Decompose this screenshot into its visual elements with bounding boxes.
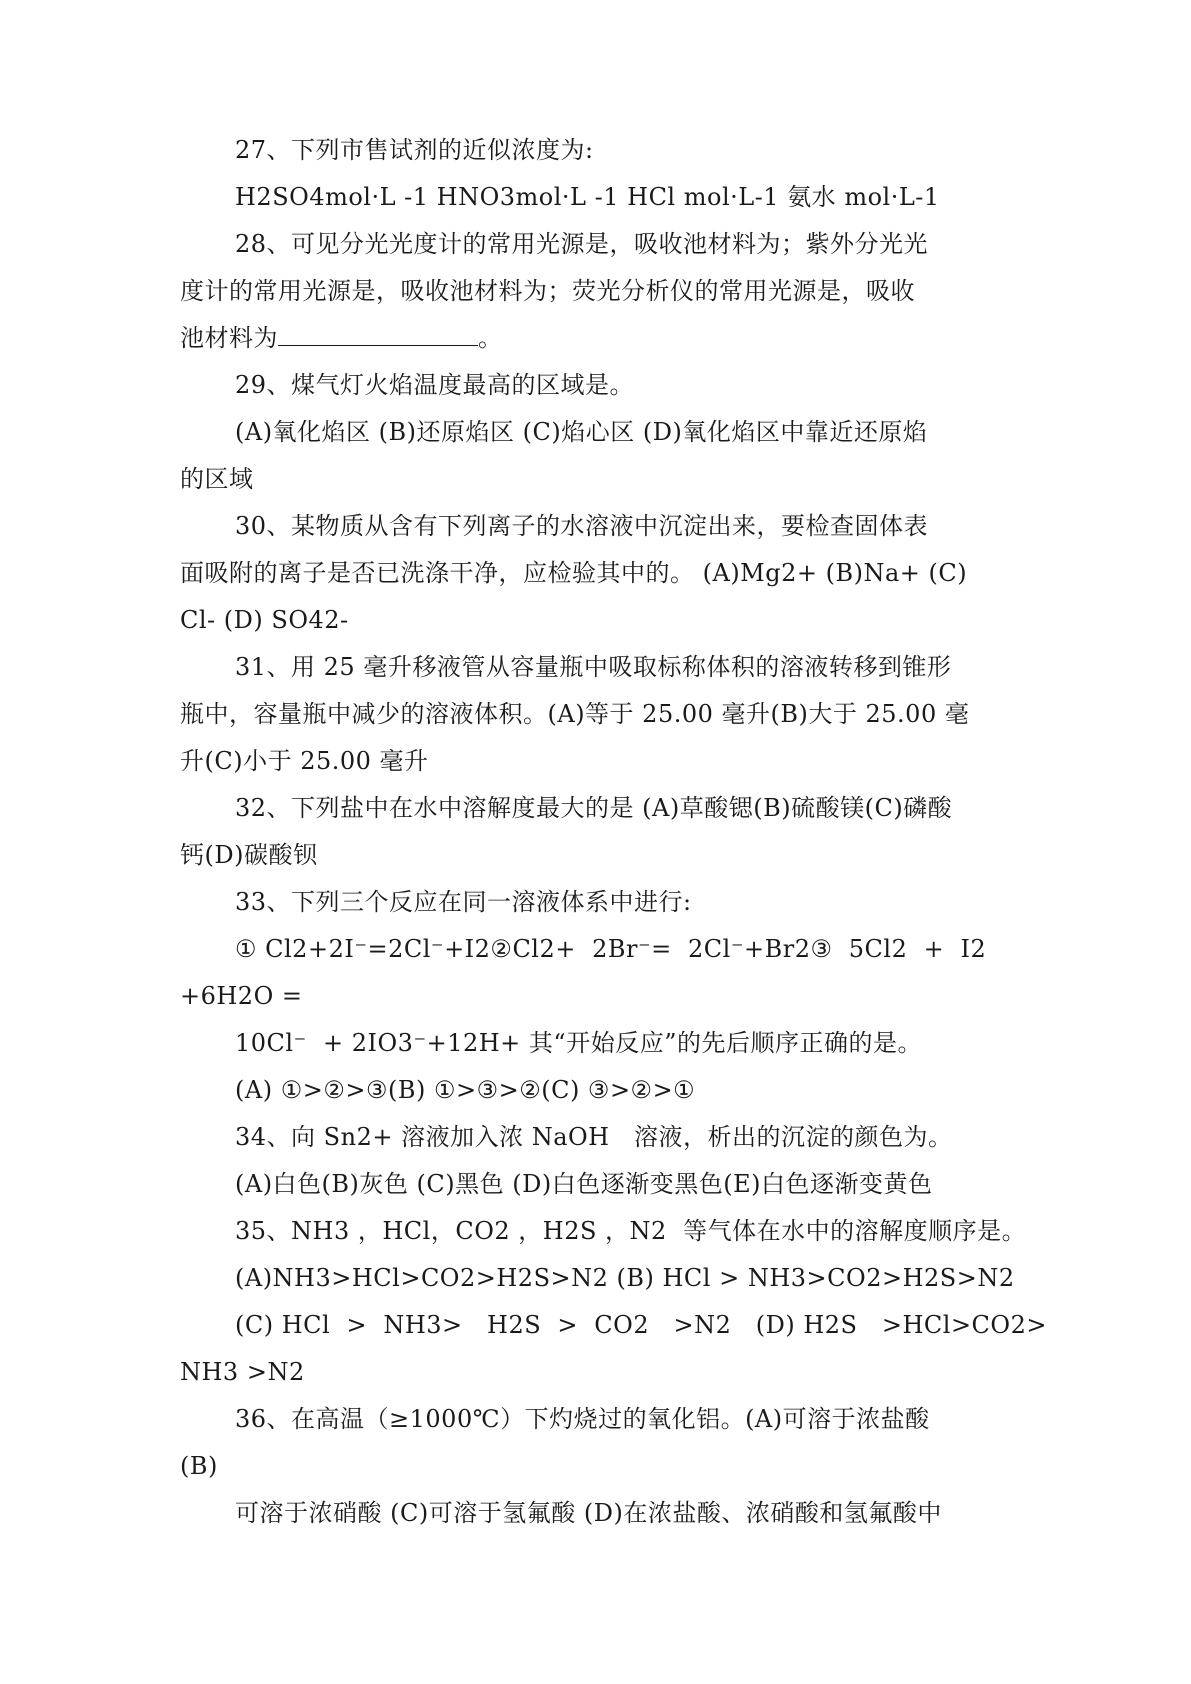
q28-line2: 度计的常用光源是，吸收池材料为；荧光分析仪的常用光源是，吸收 [180,277,915,305]
q29-options: (A)氧化焰区 (B)还原焰区 (C)焰心区 (D)氧化焰区中靠近还原焰 [235,418,928,446]
q31-line2: 瓶中，容量瓶中减少的溶液体积。(A)等于 25.00 毫升(B)大于 25.00 毫 [180,700,970,728]
q33-reactions: ① Cl2+2I⁻=2Cl⁻+I2②Cl2+ 2Br⁻= 2Cl⁻+Br2③ 5Cl2 + I2 [235,935,987,963]
q35-options-cont: NH3 >N2 [180,1358,305,1386]
q28-line3-end: 。 [478,324,503,352]
q27-stem: 27、下列市售试剂的近似浓度为: [235,136,594,164]
q28-line3 [180,323,503,353]
q31-line3: 升(C)小于 25.00 毫升 [180,747,429,775]
q35-options-cd: (C) HCl > NH3> H2S > CO2 >N2 (D) H2S >HCl>CO2> [235,1311,1047,1339]
q31-line1: 31、用 25 毫升移液管从容量瓶中吸取标称体积的溶液转移到锥形 [235,653,952,681]
q30-line2: 面吸附的离子是否已洗涤干净，应检验其中的。 (A)Mg2+ (B)Na+ (C) [180,559,968,587]
q32-line2: 钙(D)碳酸钡 [180,841,318,869]
q29-stem: 29、煤气灯火焰温度最高的区域是。 [235,371,635,399]
q27-reagents: H2SO4mol·L -1 HNO3mol·L -1 HCl mol·L-1 氨水 mol·L-1 [235,183,940,211]
q33-options: (A) ①>②>③(B) ①>③>②(C) ③>②>① [235,1076,696,1104]
q28-line1: 28、可见分光光度计的常用光源是，吸收池材料为；紫外分光光 [235,230,929,258]
q28-line3-text: 池材料为 [180,324,278,352]
q30-line1: 30、某物质从含有下列离子的水溶液中沉淀出来，要检查固体表 [235,512,929,540]
q33-reaction3: 10Cl⁻ + 2IO3⁻+12H+ 其“开始反应”的先后顺序正确的是。 [235,1029,922,1057]
q35-stem: 35、NH3 ，HCl，CO2 ，H2S ，N2 等气体在水中的溶解度顺序是。 [235,1217,1027,1245]
q33-stem: 33、下列三个反应在同一溶液体系中进行: [235,888,692,916]
answer-blank [278,323,478,346]
q34-stem: 34、向 Sn2+ 溶液加入浓 NaOH 溶液，析出的沉淀的颜色为。 [235,1123,953,1151]
q29-options-cont: 的区域 [180,465,254,493]
q32-line1: 32、下列盐中在水中溶解度最大的是 (A)草酸锶(B)硫酸镁(C)磷酸 [235,794,953,822]
q36-line1: 36、在高温（≥1000℃）下灼烧过的氧化铝。(A)可溶于浓盐酸 [235,1405,930,1433]
q30-line3: Cl- (D) SO42- [180,606,349,634]
q36-line2: (B) [180,1452,218,1480]
q34-options: (A)白色(B)灰色 (C)黑色 (D)白色逐渐变黑色(E)白色逐渐变黄色 [235,1170,933,1198]
q35-options-ab: (A)NH3>HCl>CO2>H2S>N2 (B) HCl > NH3>CO2>H2S>N2 [235,1264,1015,1292]
q36-line3: 可溶于浓硝酸 (C)可溶于氢氟酸 (D)在浓盐酸、浓硝酸和氢氟酸中 [235,1499,942,1527]
q33-reactions-cont: +6H2O = [180,982,303,1010]
